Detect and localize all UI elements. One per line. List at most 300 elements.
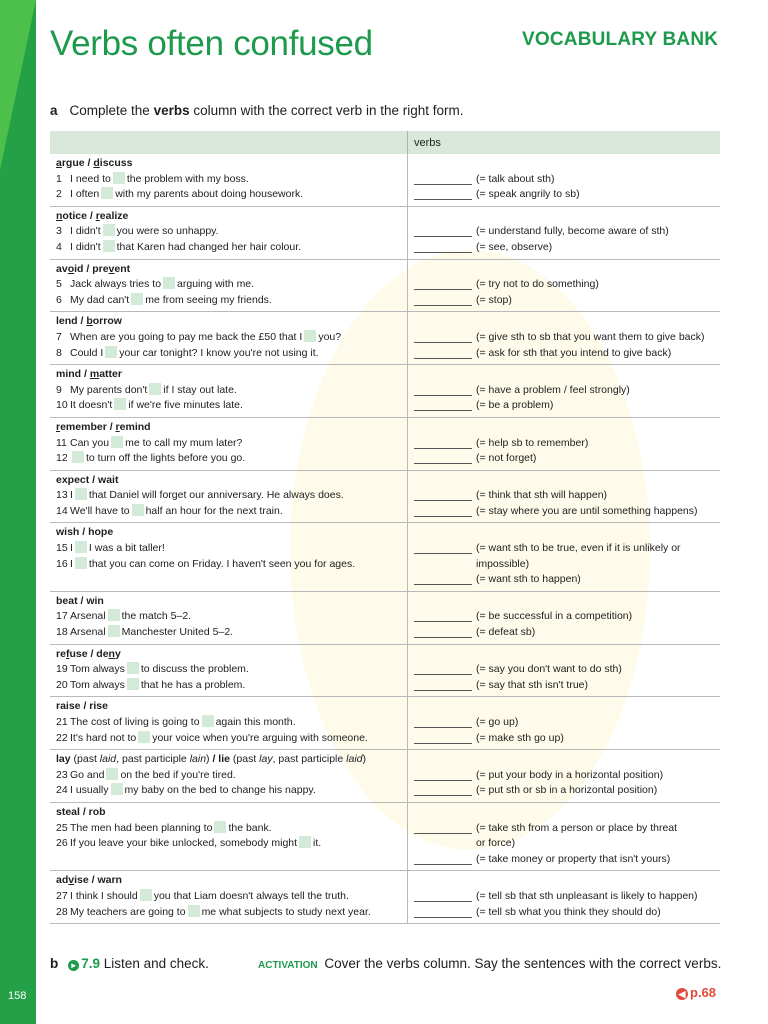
meaning-line [414, 836, 714, 852]
meaning-line [414, 783, 714, 799]
cell-spacer [414, 262, 714, 278]
meaning-text: (= help sb to remember) [476, 436, 589, 449]
gap-box [113, 172, 125, 184]
sentences-cell [50, 802, 408, 870]
sentence-before-gap: Can you [70, 436, 110, 449]
instruction-a [50, 103, 463, 118]
sentence-number: 15 [56, 542, 68, 555]
verb-pair-heading: beat / win [56, 594, 104, 607]
answer-blank[interactable] [414, 572, 472, 585]
verb-pair-heading: advise / warn [56, 874, 122, 887]
verb-pair-row [50, 750, 720, 803]
verb-pair-row [50, 365, 720, 418]
verbs-cell [408, 750, 721, 803]
sentence-before-gap: It doesn't [70, 399, 113, 412]
sentence-after-gap: to turn off the lights before you go. [86, 452, 246, 465]
meaning-text: (= stop) [476, 293, 512, 306]
verbs-cell [408, 470, 721, 523]
answer-blank[interactable] [414, 541, 472, 554]
sentence-after-gap: the bank. [228, 821, 272, 834]
sentence-line [56, 172, 401, 188]
gap-box [149, 383, 161, 395]
sentence-number: 7 [56, 330, 62, 343]
sentence-text [70, 541, 165, 557]
cell-spacer [414, 473, 714, 489]
speaker-icon[interactable]: ► [69, 961, 78, 970]
verb-pair-heading: lay (past laid, past participle lain) / lie (past lay, past participle laid) [56, 753, 366, 766]
meaning-text: (= try not to do something) [476, 278, 599, 291]
activation-instruction [258, 956, 721, 971]
gap-box [75, 557, 87, 569]
sentence-text [70, 625, 233, 641]
sentence-line [56, 662, 401, 678]
meaning-line [414, 557, 714, 573]
answer-blank[interactable] [414, 783, 472, 796]
answer-blank[interactable] [414, 821, 472, 834]
gap-box [108, 609, 120, 621]
sentence-number: 3 [56, 225, 62, 238]
sentences-cell [50, 523, 408, 591]
cell-spacer [414, 209, 714, 225]
sentence-text [70, 662, 249, 678]
sentence-after-gap: my baby on the bed to change his nappy. [124, 784, 316, 797]
section-label: VOCABULARY BANK [522, 29, 719, 50]
sentence-number: 1 [56, 172, 62, 185]
meaning-line [414, 488, 714, 504]
meaning-line [414, 541, 714, 557]
answer-blank[interactable] [414, 768, 472, 781]
sentence-number: 11 [56, 436, 67, 449]
answer-blank[interactable] [414, 889, 472, 902]
meaning-text: (= take sth from a person or place by threat [476, 821, 678, 834]
meaning-line [414, 852, 714, 868]
meaning-line [414, 889, 714, 905]
sentence-line [56, 346, 401, 362]
gap-box [127, 662, 139, 674]
sentence-text [70, 609, 191, 625]
sentence-line [56, 889, 401, 905]
sentence-line [56, 557, 401, 573]
sentence-before-gap: I often [70, 188, 100, 201]
sentence-number: 14 [56, 504, 68, 517]
activation-label: ACTIVATION [258, 960, 318, 971]
verbs-cell [408, 802, 721, 870]
meaning-line [414, 240, 714, 256]
verbs-cell [408, 644, 721, 697]
gap-box [103, 224, 115, 236]
sentence-after-gap: if I stay out late. [163, 383, 237, 396]
page-number: 158 [8, 990, 27, 1002]
sentence-line [56, 436, 401, 452]
meaning-text: (= think that sth will happen) [476, 489, 608, 502]
answer-blank[interactable] [414, 398, 472, 411]
meaning-text: (= defeat sb) [476, 626, 536, 639]
answer-blank[interactable] [414, 240, 472, 253]
sentence-text [70, 383, 237, 399]
meaning-text: (= say that sth isn't true) [476, 678, 589, 691]
gap-box [132, 504, 144, 516]
sentence-before-gap: Could I [70, 346, 104, 359]
answer-blank[interactable] [414, 662, 472, 675]
sentences-cell [50, 206, 408, 259]
gap-box [72, 451, 84, 463]
gap-box [140, 889, 152, 901]
sentences-cell [50, 697, 408, 750]
gap-box [214, 821, 226, 833]
meaning-text: (= talk about sth) [476, 172, 555, 185]
meaning-line [414, 436, 714, 452]
sentence-number: 20 [56, 678, 68, 691]
green-sidebar [0, 0, 36, 1024]
verb-pair-heading: raise / rise [56, 700, 108, 713]
sentence-line [56, 541, 401, 557]
activation-text: Cover the verbs column. Say the sentences with the correct verbs. [324, 956, 722, 971]
sentence-number: 28 [56, 905, 68, 918]
instruction-bold: verbs [153, 103, 190, 118]
sentence-after-gap: half an hour for the next train. [145, 504, 283, 517]
gap-box [75, 488, 87, 500]
cell-spacer [414, 367, 714, 383]
answer-blank[interactable] [414, 625, 472, 638]
page-reference-text: p.68 [690, 985, 717, 1000]
sentence-number: 13 [56, 489, 68, 502]
sentence-after-gap: that you can come on Friday. I haven't seen you for ages. [88, 557, 356, 570]
meaning-text: (= want sth to happen) [476, 573, 581, 586]
answer-blank[interactable] [414, 852, 472, 865]
sentence-number: 26 [56, 837, 68, 850]
meaning-text: (= see, observe) [476, 240, 553, 253]
verb-pair-row [50, 259, 720, 312]
verb-pair-heading: mind / matter [56, 368, 122, 381]
meaning-line [414, 330, 714, 346]
sentence-before-gap: Tom always [70, 663, 125, 676]
verb-pair-heading: lend / borrow [56, 315, 122, 328]
sentence-after-gap: it. [313, 837, 322, 850]
sentence-number: 27 [56, 889, 68, 902]
meaning-text: (= make sth go up) [476, 731, 564, 744]
gap-box [138, 731, 150, 743]
sentence-number: 16 [56, 557, 68, 570]
verb-pair-heading: remember / remind [56, 420, 151, 433]
sentence-text [70, 821, 272, 837]
sentence-number: 9 [56, 383, 62, 396]
sentence-number: 18 [56, 626, 68, 639]
sentences-cell [50, 644, 408, 697]
sentences-column-header [50, 131, 408, 154]
meaning-text: (= have a problem / feel strongly) [476, 383, 630, 396]
verb-pair-row [50, 697, 720, 750]
sentence-before-gap: I [70, 557, 73, 570]
sentence-line [56, 625, 401, 641]
sentence-before-gap: Jack always tries to [70, 278, 162, 291]
answer-blank[interactable] [414, 346, 472, 359]
sentence-after-gap: if we're five minutes late. [128, 399, 243, 412]
sentence-line [56, 715, 401, 731]
verb-pair-heading: argue / discuss [56, 157, 133, 169]
sentences-cell [50, 312, 408, 365]
sentence-number: 21 [56, 716, 68, 728]
meaning-text: (= not forget) [476, 452, 537, 465]
instruction-b-letter: b [50, 956, 59, 971]
sentence-line [56, 821, 401, 837]
instruction-letter: a [50, 103, 58, 118]
verbs-cell [408, 259, 721, 312]
verb-pair-row [50, 206, 720, 259]
sentence-line [56, 187, 401, 203]
sentence-before-gap: We'll have to [70, 504, 130, 517]
answer-blank[interactable] [414, 905, 472, 918]
sentence-line [56, 609, 401, 625]
sentence-line [56, 398, 401, 414]
page-title: Verbs often confused [50, 24, 373, 63]
sentence-after-gap: me what subjects to study next year. [201, 905, 371, 918]
sentence-text [70, 346, 319, 362]
sentences-cell [50, 470, 408, 523]
meaning-text: (= want sth to be true, even if it is unlikely or [476, 542, 681, 555]
meaning-text: (= tell sb what you think they should do) [476, 905, 661, 918]
sentence-before-gap: Tom always [70, 678, 125, 691]
verb-pair-row [50, 802, 720, 870]
answer-blank[interactable] [414, 277, 472, 290]
sentence-text [70, 277, 254, 293]
sentence-number: 24 [56, 784, 68, 797]
instruction-b [50, 956, 209, 971]
sentence-after-gap: to discuss the problem. [140, 663, 249, 676]
sentence-after-gap: your voice when you're arguing with someone. [152, 731, 368, 744]
answer-blank[interactable] [414, 731, 472, 744]
cell-spacer [414, 525, 714, 541]
sentence-line [56, 488, 401, 504]
sidebar-accent-shape [0, 0, 36, 170]
sentences-cell [50, 365, 408, 418]
page-reference-link[interactable] [676, 985, 716, 1000]
gap-box [163, 277, 175, 289]
sentence-text [70, 488, 344, 504]
sentence-before-gap: I usually [70, 784, 109, 797]
verb-pair-heading: expect / wait [56, 473, 119, 486]
verb-pair-row [50, 644, 720, 697]
verbs-cell [408, 206, 721, 259]
sentence-text [70, 557, 355, 573]
sentence-after-gap: you? [318, 330, 342, 343]
sentences-cell [50, 750, 408, 803]
meaning-text: (= tell sb that sth unpleasant is likely to happen) [476, 889, 698, 902]
meaning-text: (= go up) [476, 716, 519, 728]
meaning-line [414, 187, 714, 203]
sentence-line [56, 731, 401, 747]
sentence-line [56, 905, 401, 921]
sentence-before-gap: It's hard not to [70, 731, 137, 744]
verbs-cell [408, 365, 721, 418]
meaning-line [414, 504, 714, 520]
gap-box [106, 768, 118, 780]
verb-pair-row [50, 591, 720, 644]
sentence-text [70, 836, 321, 852]
sentence-line [56, 783, 401, 799]
vocabulary-table [50, 131, 720, 924]
sentence-before-gap: I didn't [70, 225, 101, 238]
sentence-before-gap: My dad can't [70, 293, 130, 306]
meaning-line [414, 625, 714, 641]
meaning-text: (= understand fully, become aware of sth) [476, 225, 669, 238]
sentence-text [70, 240, 301, 256]
answer-blank[interactable] [414, 224, 472, 237]
sentence-text [70, 715, 296, 731]
sentence-after-gap: on the bed if you're tired. [120, 768, 236, 781]
answer-blank[interactable] [414, 488, 472, 501]
meaning-text: (= put your body in a horizontal position) [476, 768, 664, 781]
sentence-before-gap: When are you going to pay me back the £50 that I [70, 330, 303, 343]
sentence-number: 2 [56, 188, 62, 201]
meaning-line [414, 905, 714, 921]
answer-blank[interactable] [414, 715, 472, 728]
meaning-text: (= say you don't want to do sth) [476, 663, 622, 676]
sentence-before-gap: The cost of living is going to [70, 716, 200, 728]
sentence-number: 5 [56, 278, 62, 291]
meaning-line [414, 731, 714, 747]
gap-box [304, 330, 316, 342]
answer-blank[interactable] [414, 451, 472, 464]
verb-pair-row [50, 312, 720, 365]
sentence-text [70, 731, 368, 747]
cell-spacer [414, 647, 714, 663]
sentence-line [56, 836, 401, 852]
answer-blank[interactable] [414, 172, 472, 185]
gap-box [111, 436, 123, 448]
cell-spacer [414, 699, 714, 715]
sentence-before-gap: My teachers are going to [70, 905, 186, 918]
verbs-column-header: verbs [408, 131, 721, 154]
verb-pair-heading: wish / hope [56, 526, 114, 539]
answer-blank[interactable] [414, 293, 472, 306]
meaning-line [414, 451, 714, 467]
sentence-before-gap: Arsenal [70, 610, 106, 623]
meaning-text: (= speak angrily to sb) [476, 188, 580, 201]
sentence-after-gap: I was a bit taller! [88, 542, 165, 555]
meaning-text: (= put sth or sb in a horizontal position) [476, 784, 658, 797]
sentence-after-gap: that Daniel will forget our anniversary. He always does. [88, 489, 344, 502]
sentence-text [70, 224, 219, 240]
meaning-line [414, 172, 714, 188]
sentence-number: 19 [56, 663, 68, 676]
verbs-cell [408, 154, 721, 206]
sentences-cell [50, 259, 408, 312]
verb-pair-row [50, 417, 720, 470]
answer-blank[interactable] [414, 383, 472, 396]
sentence-text [70, 905, 371, 921]
cell-spacer [414, 594, 714, 610]
sentence-before-gap: Arsenal [70, 626, 106, 639]
sentence-before-gap: Go and [70, 768, 105, 781]
sentence-text [70, 768, 236, 784]
sentence-line [56, 330, 401, 346]
sentence-after-gap: arguing with me. [177, 278, 255, 291]
verbs-cell [408, 417, 721, 470]
sentence-text [70, 451, 245, 467]
sentence-after-gap: me to call my mum later? [125, 436, 243, 449]
table-header-row [50, 131, 720, 154]
meaning-line [414, 346, 714, 362]
verb-pair-heading: avoid / prevent [56, 262, 131, 275]
sentence-after-gap: you that Liam doesn't always tell the truth. [153, 889, 349, 902]
sentence-number: 6 [56, 293, 62, 306]
sentence-after-gap: you were so unhappy. [116, 225, 219, 238]
sentence-line [56, 451, 401, 467]
verb-pair-heading: notice / realize [56, 209, 129, 222]
answer-blank[interactable] [414, 187, 472, 200]
meaning-line [414, 821, 714, 837]
answer-blank[interactable] [414, 330, 472, 343]
cell-spacer [414, 156, 714, 172]
answer-blank[interactable] [414, 504, 472, 517]
sentence-line [56, 504, 401, 520]
sentence-before-gap: I need to [70, 172, 111, 185]
sentence-after-gap: that Karen had changed her hair colour. [116, 240, 302, 253]
sentence-number: 25 [56, 821, 68, 834]
sentence-line [56, 678, 401, 694]
sentence-before-gap: I think I should [70, 889, 138, 902]
meaning-text: or force) [476, 837, 516, 850]
verbs-cell [408, 591, 721, 644]
gap-box [114, 398, 126, 410]
sentence-before-gap: I didn't [70, 240, 101, 253]
sentence-number: 17 [56, 610, 68, 623]
verb-pair-row [50, 470, 720, 523]
meaning-line [414, 398, 714, 414]
meaning-text: (= give sth to sb that you want them to give back) [476, 330, 705, 343]
sentence-line [56, 768, 401, 784]
sentence-number: 4 [56, 240, 62, 253]
sentence-number: 12 [56, 452, 68, 465]
table-body [50, 154, 720, 924]
audio-track-number: 7.9 [81, 956, 101, 971]
gap-box [103, 240, 115, 252]
sentence-text [70, 504, 283, 520]
instruction-text-before: Complete the [69, 103, 150, 118]
sentence-after-gap: with my parents about doing housework. [115, 188, 304, 201]
sentences-cell [50, 591, 408, 644]
answer-blank[interactable] [414, 678, 472, 691]
instruction-text-after: column with the correct verb in the right form. [193, 103, 464, 118]
sentence-before-gap: I [70, 542, 73, 555]
sentence-after-gap: your car tonight? I know you're not using it. [119, 346, 319, 359]
sentence-after-gap: the problem with my boss. [126, 172, 249, 185]
meaning-line [414, 662, 714, 678]
meaning-text: (= take money or property that isn't yours) [476, 852, 671, 865]
answer-blank[interactable] [414, 436, 472, 449]
sentence-number: 23 [56, 768, 68, 781]
answer-blank[interactable] [414, 609, 472, 622]
verb-pair-row [50, 871, 720, 924]
sentence-before-gap: My parents don't [70, 383, 148, 396]
verb-pair-heading: steal / rob [56, 805, 106, 818]
verbs-cell [408, 871, 721, 924]
meaning-line [414, 293, 714, 309]
sentence-after-gap: Manchester United 5–2. [121, 626, 234, 639]
sentence-text [70, 783, 316, 799]
gap-box [299, 836, 311, 848]
cell-spacer [414, 873, 714, 889]
sentence-number: 8 [56, 346, 62, 359]
sentences-cell [50, 154, 408, 206]
cell-spacer [414, 420, 714, 436]
meaning-text: (= stay where you are until something happens) [476, 504, 698, 517]
meaning-text: impossible) [476, 557, 530, 570]
sentence-text [70, 678, 245, 694]
meaning-line [414, 277, 714, 293]
meaning-line [414, 609, 714, 625]
sentence-line [56, 224, 401, 240]
